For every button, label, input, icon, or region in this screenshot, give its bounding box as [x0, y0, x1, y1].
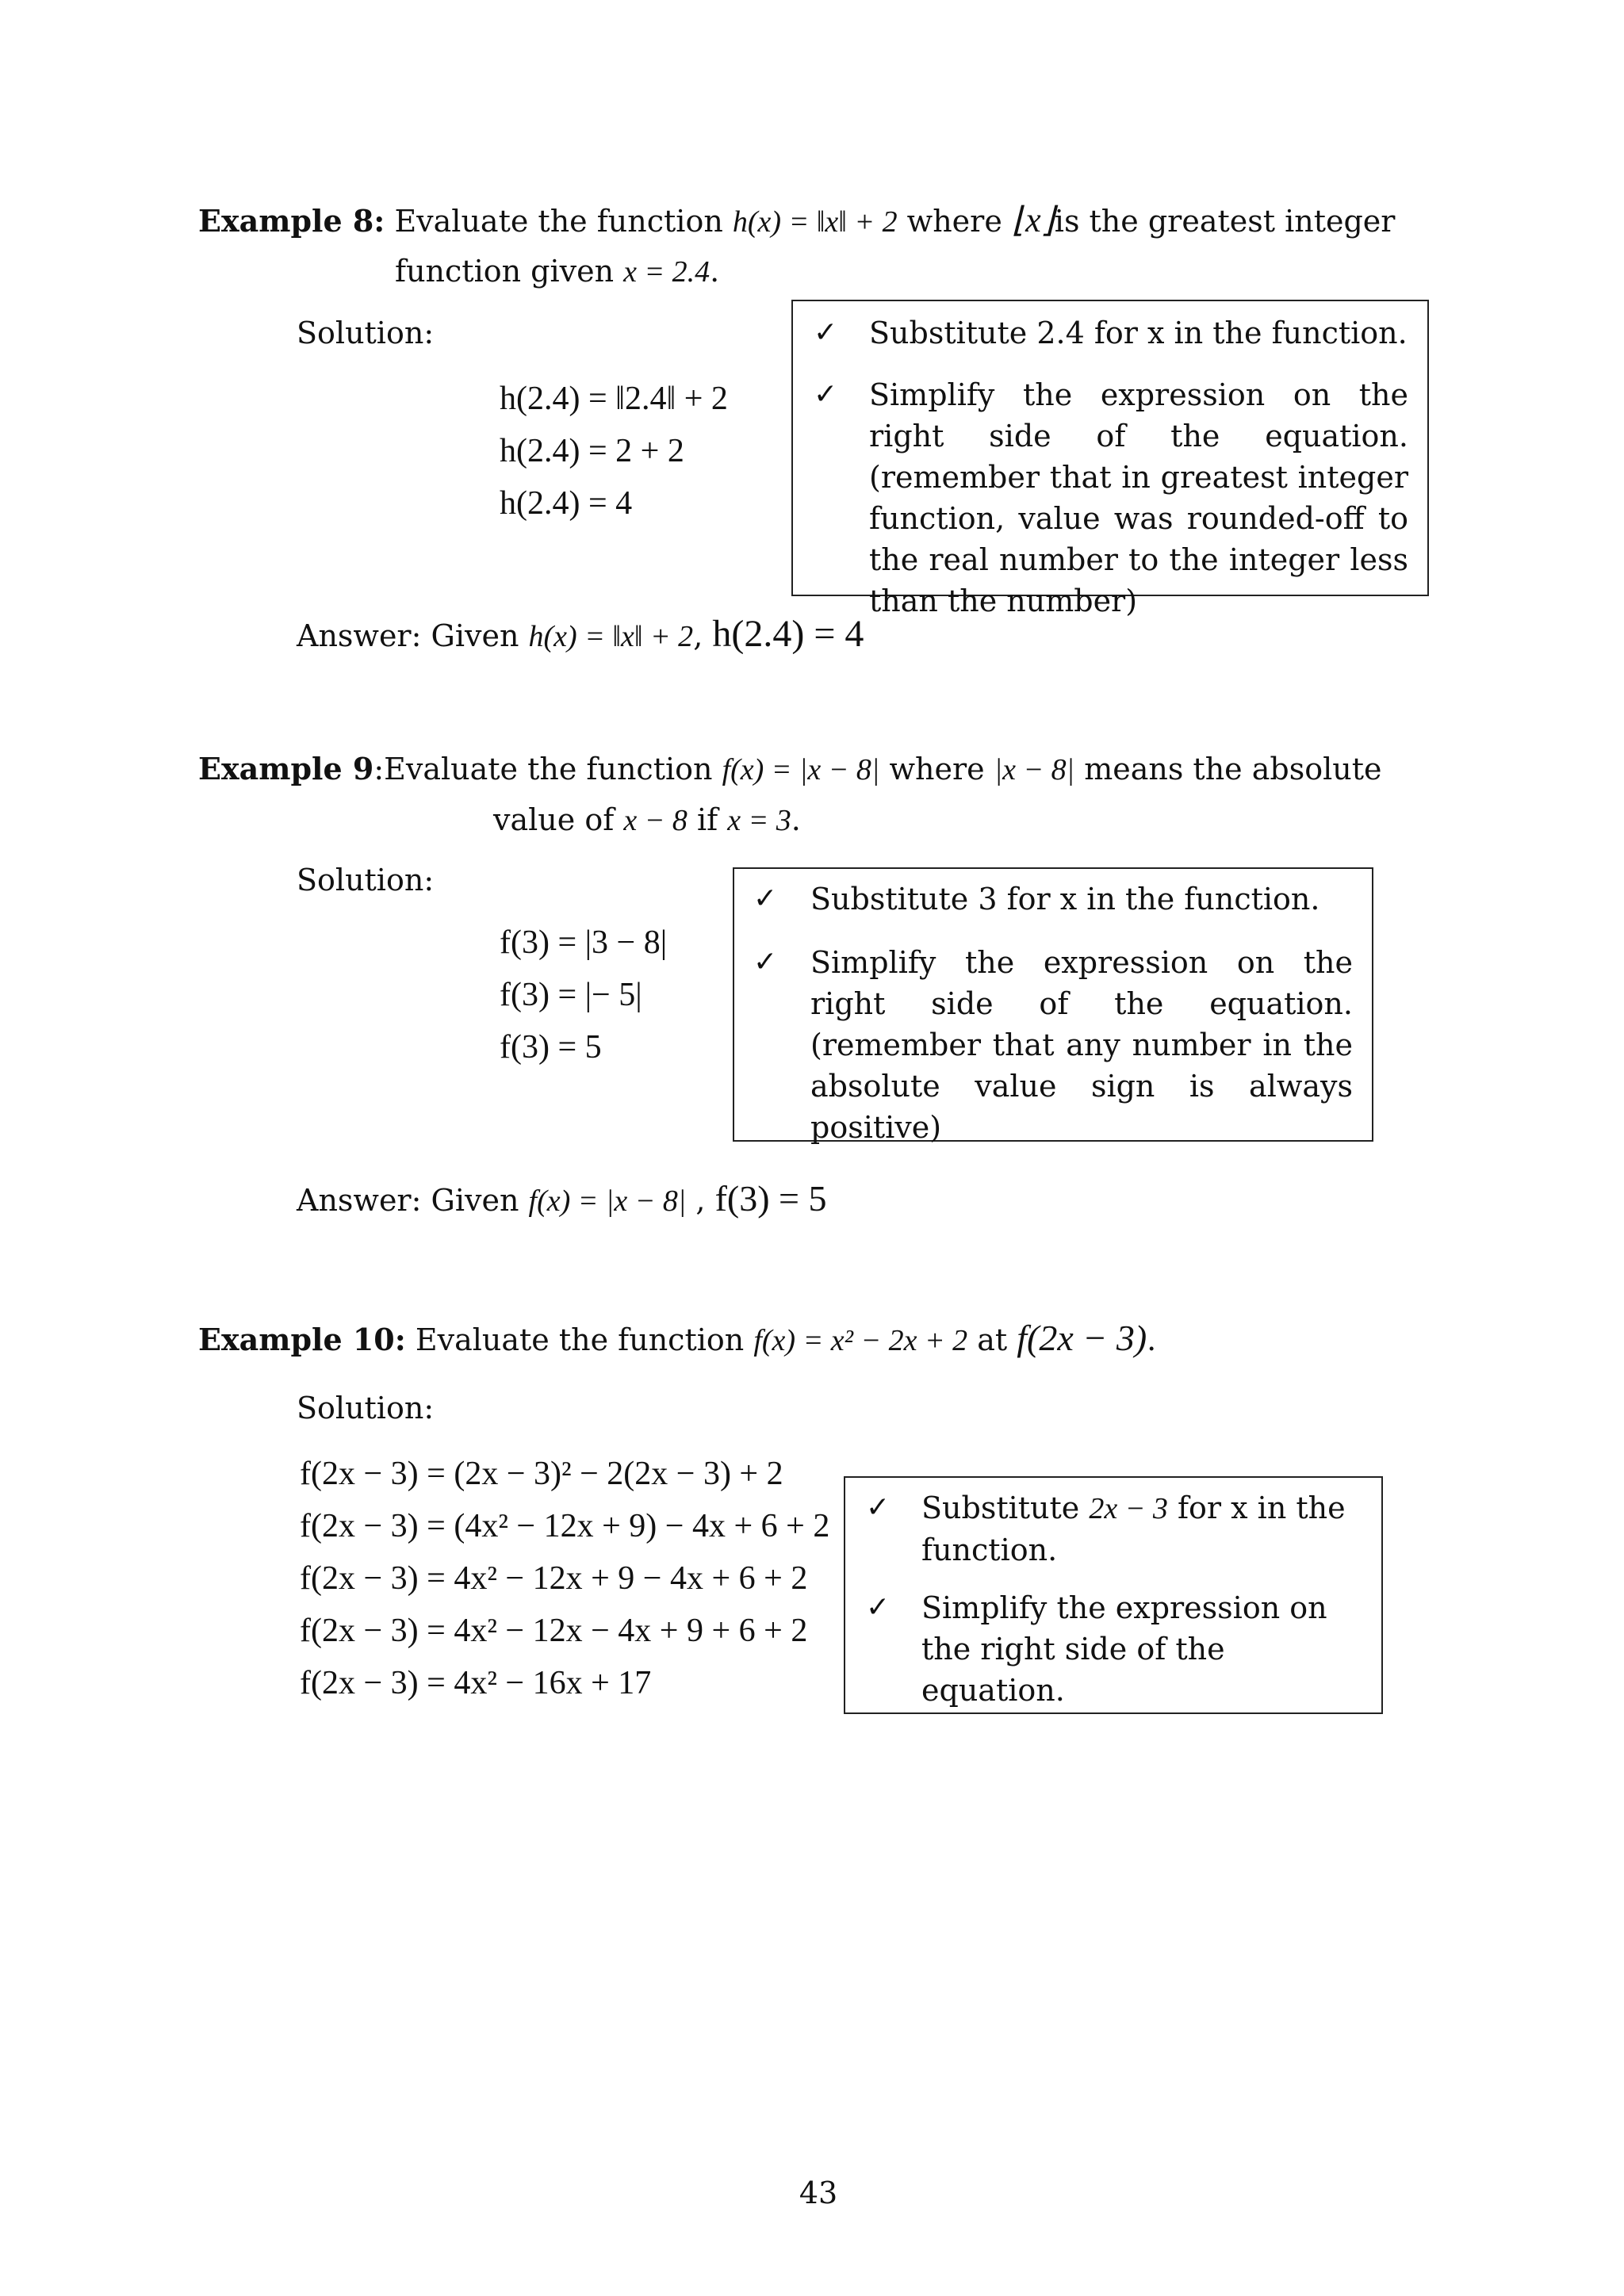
- example-9-tips-box: [733, 867, 1373, 1145]
- example-10-function: f(x) = x² − 2x + 2: [753, 1324, 968, 1357]
- example-8-period: .: [710, 254, 720, 289]
- example-8-step: h(2.4) = 2 + 2: [500, 433, 684, 469]
- example-8-step: h(2.4) = ‖2.4‖ + 2: [500, 381, 728, 417]
- example-10-step: f(2x − 3) = 4x² − 12x + 9 − 4x + 6 + 2: [300, 1560, 808, 1597]
- example-8-tip-1: Substitute 2.4 for x in the function.: [869, 316, 1408, 350]
- example-9-where: where: [889, 752, 985, 786]
- example-10-target: f(2x − 3): [1017, 1318, 1147, 1358]
- check-icon: ✓: [866, 1591, 891, 1624]
- example-10-steps: [300, 1448, 829, 1709]
- example-8-tips-box: [791, 300, 1429, 618]
- example-8-label: Example 8:: [198, 203, 385, 239]
- page-number: 43: [799, 2175, 838, 2210]
- example-8-answer: [297, 614, 864, 657]
- example-8-where: where: [906, 204, 1002, 239]
- example-10-step: f(2x − 3) = (2x − 3)² − 2(2x − 3) + 2: [300, 1456, 783, 1492]
- example-10-solution-label: Solution:: [297, 1391, 435, 1425]
- example-9-given: x = 3: [727, 804, 791, 837]
- example-9-answer-value: f(3) = 5: [714, 1178, 827, 1219]
- example-9-step: f(3) = |− 5|: [500, 977, 642, 1013]
- check-icon: ✓: [753, 882, 778, 915]
- example-10-period: .: [1147, 1322, 1157, 1357]
- example-10-tip-1-expr: 2x − 3: [1089, 1492, 1168, 1525]
- example-9-line2-text: value of: [493, 802, 615, 837]
- example-10-tip-1: [921, 1487, 1365, 1571]
- example-8-heading: [198, 200, 1395, 243]
- example-9-answer: [297, 1178, 826, 1222]
- example-8-answer-sep: ,: [693, 618, 703, 653]
- example-8-answer-prefix: Answer: Given: [297, 618, 519, 653]
- example-9-if: if: [696, 802, 718, 837]
- example-9-answer-sep: ,: [695, 1183, 706, 1218]
- example-10-step: f(2x − 3) = (4x² − 12x + 9) − 4x + 6 + 2: [300, 1508, 830, 1544]
- example-10-tip-2: Simplify the expression on the right side of the equation.: [921, 1590, 1327, 1708]
- example-10-intro: Evaluate the function: [415, 1322, 745, 1357]
- example-9-solution-label: Solution:: [297, 863, 435, 897]
- example-10-tips-box: [844, 1476, 1383, 1714]
- example-9-label: Example 9: [198, 751, 374, 786]
- example-8-floor: ⌊x⌋: [1011, 201, 1055, 239]
- example-10-tip-1-c: function.: [921, 1533, 1058, 1567]
- example-10-step: f(2x − 3) = 4x² − 12x − 4x + 9 + 6 + 2: [300, 1613, 808, 1649]
- example-10-tip-1-a: Substitute: [921, 1490, 1080, 1525]
- example-8-solution-label: Solution:: [297, 316, 435, 350]
- check-icon: ✓: [814, 378, 838, 411]
- example-9-step: f(3) = |3 − 8|: [500, 924, 668, 961]
- example-8-intro: Evaluate the function: [394, 204, 723, 239]
- example-9-line2: [493, 799, 801, 841]
- example-9-abs: |x − 8|: [994, 753, 1075, 786]
- example-8-line2: [395, 251, 719, 293]
- example-9-answer-prefix: Answer: Given: [297, 1183, 519, 1218]
- check-icon: ✓: [753, 946, 778, 978]
- example-8-given: x = 2.4: [623, 255, 710, 289]
- example-9-desc: means the absolute: [1084, 752, 1382, 786]
- example-8-line2-text: function given: [395, 254, 615, 289]
- check-icon: ✓: [814, 316, 838, 349]
- example-8-answer-value: h(2.4) = 4: [712, 613, 864, 655]
- example-9-step: f(3) = 5: [500, 1029, 602, 1066]
- example-8-answer-function: h(x) = ‖x‖ + 2: [528, 620, 694, 653]
- example-9-expr: x − 8: [623, 804, 688, 837]
- example-8-desc: is the greatest integer: [1054, 204, 1396, 239]
- example-8-tip-2: Simplify the expression on the right side of the equation. (remember that in greatest integer function, value was rounded-off to the real number to the integer less than the number): [869, 377, 1408, 618]
- example-10-tip-1-b: for x in the: [1177, 1490, 1346, 1525]
- example-9-intro: :Evaluate the function: [373, 752, 713, 786]
- example-10-at: at: [977, 1322, 1008, 1357]
- example-10-step: f(2x − 3) = 4x² − 16x + 17: [300, 1665, 652, 1701]
- example-9-heading: [198, 748, 1382, 790]
- example-8-step: h(2.4) = 4: [500, 485, 633, 522]
- example-9-function: f(x) = |x − 8|: [722, 753, 880, 786]
- example-9-answer-function: f(x) = |x − 8|: [528, 1184, 687, 1218]
- example-8-steps: [500, 373, 728, 530]
- example-10-label: Example 10:: [198, 1322, 406, 1357]
- example-9-steps: [500, 916, 667, 1073]
- check-icon: ✓: [866, 1491, 891, 1524]
- example-8-function: h(x) = ‖x‖ + 2: [732, 205, 898, 239]
- example-9-tip-2: Simplify the expression on the right side of the equation. (remember that any number in the absolute value sign is always positive): [810, 945, 1353, 1145]
- example-9-tip-1: Substitute 3 for x in the function.: [810, 882, 1320, 916]
- example-10-heading: [198, 1318, 1156, 1361]
- example-9-period: .: [791, 802, 801, 837]
